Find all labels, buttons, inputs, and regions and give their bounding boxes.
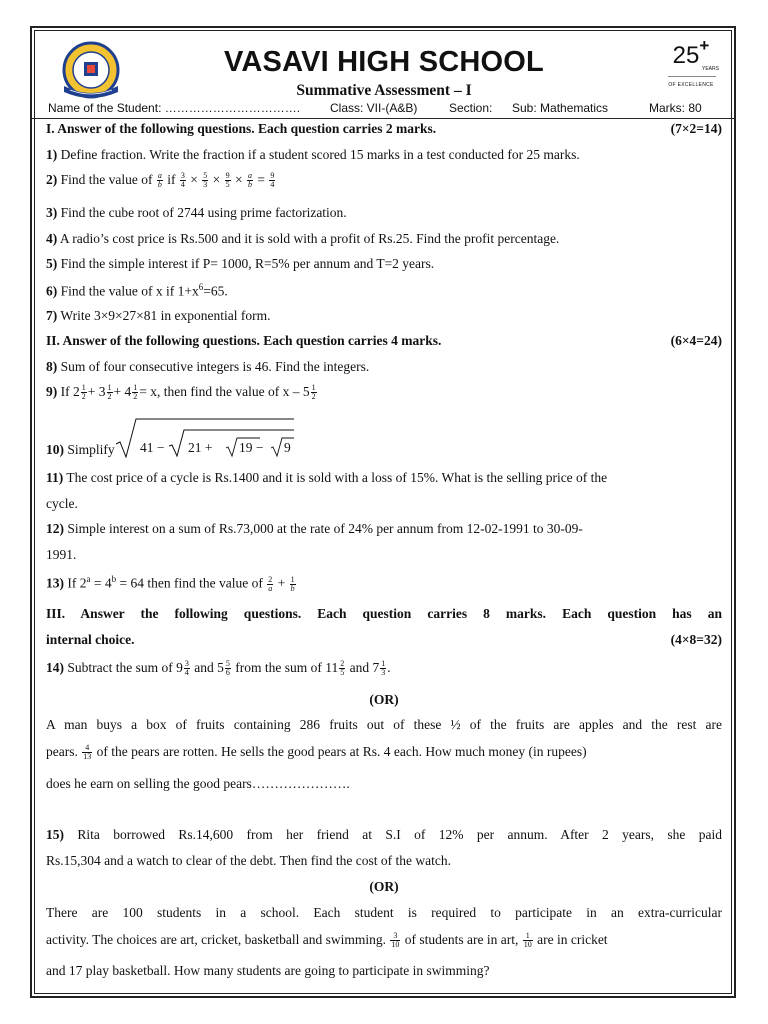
q2-number: 2) xyxy=(46,172,58,187)
q2-frac-a-b: $\frac{a}{b}$ xyxy=(157,171,162,190)
q14-number: 14) xyxy=(46,660,64,675)
q6-number: 6) xyxy=(46,283,58,299)
q10-term-19: 19 − xyxy=(239,440,264,455)
section-3-text-end: internal choice. xyxy=(46,632,135,647)
question-11 xyxy=(46,470,722,486)
q14-frac-5-6: $\frac{5}{6}$ xyxy=(225,659,230,678)
q14-text-mid: from the sum of 11 xyxy=(231,660,339,675)
question-8 xyxy=(46,359,722,375)
q8-text: Sum of four consecutive integers is 46. Find the integers. xyxy=(57,359,370,374)
q15alt-text-mid: of students are in art, xyxy=(401,932,522,947)
question-14-alt-end xyxy=(46,776,722,792)
q12-text: Simple interest on a sum of Rs.73,000 at the rate of 24% per annum from 12-02-1991 to 30-09- xyxy=(64,521,583,536)
student-name-label: Name of the Student: ……………………………. xyxy=(48,101,301,115)
q14-text: Subtract the sum of 9 xyxy=(64,660,183,675)
q10-term-21: 21 + xyxy=(188,440,213,455)
q10-text: Simplify xyxy=(64,442,115,457)
question-15 xyxy=(46,827,722,843)
q12-text-end: 1991. xyxy=(46,547,77,562)
question-5 xyxy=(46,256,722,272)
q5-number: 5) xyxy=(46,256,58,271)
q15-text: Rita borrowed Rs.14,600 from her friend at S.I of 12% per annum. After 2 years, she paid xyxy=(64,827,722,842)
q14alt-text-end: does he earn on selling the good pears…………………. xyxy=(46,776,350,791)
q11-text-end: cycle. xyxy=(46,496,78,511)
q15alt-frac-3-10: $\frac{3}{10}$ xyxy=(391,931,400,950)
q4-number: 4) xyxy=(46,231,58,246)
q13-exp-b: b xyxy=(111,574,117,584)
q9-number: 9) xyxy=(46,384,58,399)
q15alt-text-cricket: are in cricket xyxy=(533,932,608,947)
q10-nested-radical xyxy=(114,418,304,458)
q2-frac-9-5: $\frac{9}{5}$ xyxy=(225,171,230,190)
q9-plus-2: + 4 xyxy=(113,384,132,399)
question-9 xyxy=(46,384,722,401)
q2-times: × xyxy=(209,172,224,187)
section-1-text: I. Answer of the following questions. Each question carries 2 marks. xyxy=(46,121,437,136)
q2-if: if xyxy=(163,172,179,187)
q6-text-end: =65. xyxy=(203,283,228,299)
q13-number: 13) xyxy=(46,575,64,591)
q11-number: 11) xyxy=(46,470,64,485)
question-1 xyxy=(46,147,722,163)
badge-rule xyxy=(668,76,716,77)
or-divider-2: (OR) xyxy=(369,879,399,894)
question-11-cont xyxy=(46,496,722,512)
section-3-text: III. Answer the following questions. Each question carries 8 marks. Each question has an xyxy=(46,606,722,621)
question-15-cont xyxy=(46,853,722,869)
q14alt-frac-4-13: $\frac{4}{13}$ xyxy=(83,743,92,762)
section-2-heading xyxy=(46,333,722,349)
q10-term-41: 41 − xyxy=(140,440,165,455)
q14-period: . xyxy=(387,660,391,675)
question-14-alt-cont xyxy=(46,744,722,761)
question-14-alt xyxy=(46,717,722,733)
q13-exp-a: a xyxy=(86,574,91,584)
subject-label: Sub: Mathematics xyxy=(512,101,609,115)
question-14 xyxy=(46,660,722,677)
q7-number: 7) xyxy=(46,308,58,323)
section-2-marks: (6×4=24) xyxy=(670,333,722,348)
q5-text: Find the simple interest if P= 1000, R=5% per annum and T=2 years. xyxy=(57,256,435,271)
exam-title: Summative Assessment – I xyxy=(296,82,472,99)
q15-number: 15) xyxy=(46,827,64,842)
q14alt-pears: pears. xyxy=(46,744,82,759)
q13-frac-2-a: $\frac{2}{a}$ xyxy=(268,574,273,593)
q13-text-end: = 64 then find the value of xyxy=(116,575,267,591)
q9-text-end: = x, then find the value of x – 5 xyxy=(139,384,310,399)
question-2 xyxy=(46,172,722,189)
q8-number: 8) xyxy=(46,359,58,374)
q3-text: Find the cube root of 2744 using prime factorization. xyxy=(57,205,347,220)
q2-times: × xyxy=(231,172,246,187)
question-15-alt xyxy=(46,905,722,921)
section-1-heading xyxy=(46,121,722,137)
q2-text: Find the value of xyxy=(57,172,156,187)
q14alt-text-mid: of the pears are rotten. He sells the good pears at Rs. 4 each. How much money (in rupees) xyxy=(93,744,587,759)
question-12-cont xyxy=(46,547,722,563)
school-name: VASAVI HIGH SCHOOL xyxy=(224,46,544,78)
section-label: Section: xyxy=(449,101,493,115)
q9-half-2: $\frac{1}{2}$ xyxy=(107,383,112,402)
badge-number: 25 xyxy=(672,42,700,69)
q13-plus: + xyxy=(274,575,289,591)
q15alt-text-b: activity. The choices are art, cricket, basketball and swimming. xyxy=(46,932,390,947)
badge-plus: + xyxy=(699,36,710,55)
q2-times: × xyxy=(186,172,202,187)
q14-and-1: and 5 xyxy=(190,660,224,675)
q6-text: Find the value of x if 1+x xyxy=(57,283,199,299)
q1-text: Define fraction. Write the fraction if a student scored 15 marks in a test conducted for 25 marks. xyxy=(57,147,580,162)
excellence-badge xyxy=(660,36,722,92)
q10-term-9: 9 xyxy=(284,440,291,455)
q1-number: 1) xyxy=(46,147,58,162)
q2-frac-a-b-2: $\frac{a}{b}$ xyxy=(247,171,252,190)
header-divider xyxy=(32,118,734,119)
section-3-heading xyxy=(46,606,722,622)
q13-text-mid: = 4 xyxy=(90,575,112,591)
question-6 xyxy=(46,282,722,300)
q9-plus-1: + 3 xyxy=(87,384,106,399)
q9-text: If 2 xyxy=(57,384,80,399)
section-3-marks: (4×8=32) xyxy=(670,632,722,647)
q10-number: 10) xyxy=(46,442,64,457)
q14-frac-2-5: $\frac{2}{5}$ xyxy=(340,659,345,678)
q15alt-frac-1-10: $\frac{1}{10}$ xyxy=(523,931,532,950)
q9-half-1: $\frac{1}{2}$ xyxy=(81,383,86,402)
marks-label: Marks: 80 xyxy=(649,101,702,115)
q3-number: 3) xyxy=(46,205,58,220)
section-3-heading-cont xyxy=(46,632,722,648)
question-7 xyxy=(46,308,722,324)
q14-frac-3-4: $\frac{3}{4}$ xyxy=(184,659,189,678)
q7-text: Write 3×9×27×81 in exponential form. xyxy=(57,308,271,323)
q2-frac-9-4: $\frac{9}{4}$ xyxy=(270,171,275,190)
q2-frac-3-4: $\frac{3}{4}$ xyxy=(180,171,185,190)
q15-text-end: Rs.15,304 and a watch to clear of the debt. Then find the cost of the watch. xyxy=(46,853,452,868)
question-12 xyxy=(46,521,722,537)
q11-text: The cost price of a cycle is Rs.1400 and it is sold with a loss of 15%. What is the selling price of the xyxy=(63,470,608,485)
section-1-marks: (7×2=14) xyxy=(670,121,722,136)
q12-number: 12) xyxy=(46,521,64,536)
q13-frac-1-b: $\frac{1}{b}$ xyxy=(290,574,295,593)
q14alt-text: A man buys a box of fruits containing 286 fruits out of these ½ of the fruits are apples and the rest are xyxy=(46,717,722,732)
q6-exponent: 6 xyxy=(198,282,204,292)
q15alt-text-end: and 17 play basketball. How many students are going to participate in swimming? xyxy=(46,963,490,978)
q14-and-2: and 7 xyxy=(346,660,380,675)
section-2-text: II. Answer of the following questions. Each question carries 4 marks. xyxy=(46,333,442,348)
question-15-alt-end xyxy=(46,963,722,979)
question-4 xyxy=(46,231,722,247)
question-3 xyxy=(46,205,722,221)
q9-half-4: $\frac{1}{2}$ xyxy=(311,383,316,402)
q2-frac-5-3: $\frac{5}{3}$ xyxy=(203,171,208,190)
or-divider-1: (OR) xyxy=(369,692,399,707)
question-15-alt-cont xyxy=(46,932,722,949)
question-13 xyxy=(46,574,722,593)
q4-text: A radio’s cost price is Rs.500 and it is sold with a profit of Rs.25. Find the profit percentage. xyxy=(57,231,560,246)
badge-excellence: OF EXCELLENCE xyxy=(668,82,714,88)
badge-years: YEARS xyxy=(702,66,719,72)
q14-frac-1-3: $\frac{1}{3}$ xyxy=(381,659,386,678)
q13-text: If 2 xyxy=(64,575,87,591)
q2-equals: = xyxy=(253,172,269,187)
class-label: Class: VII-(A&B) xyxy=(330,101,418,115)
q9-half-3: $\frac{1}{2}$ xyxy=(133,383,138,402)
q15alt-text: There are 100 students in a school. Each student is required to participate in an extra-curricular xyxy=(46,905,722,920)
